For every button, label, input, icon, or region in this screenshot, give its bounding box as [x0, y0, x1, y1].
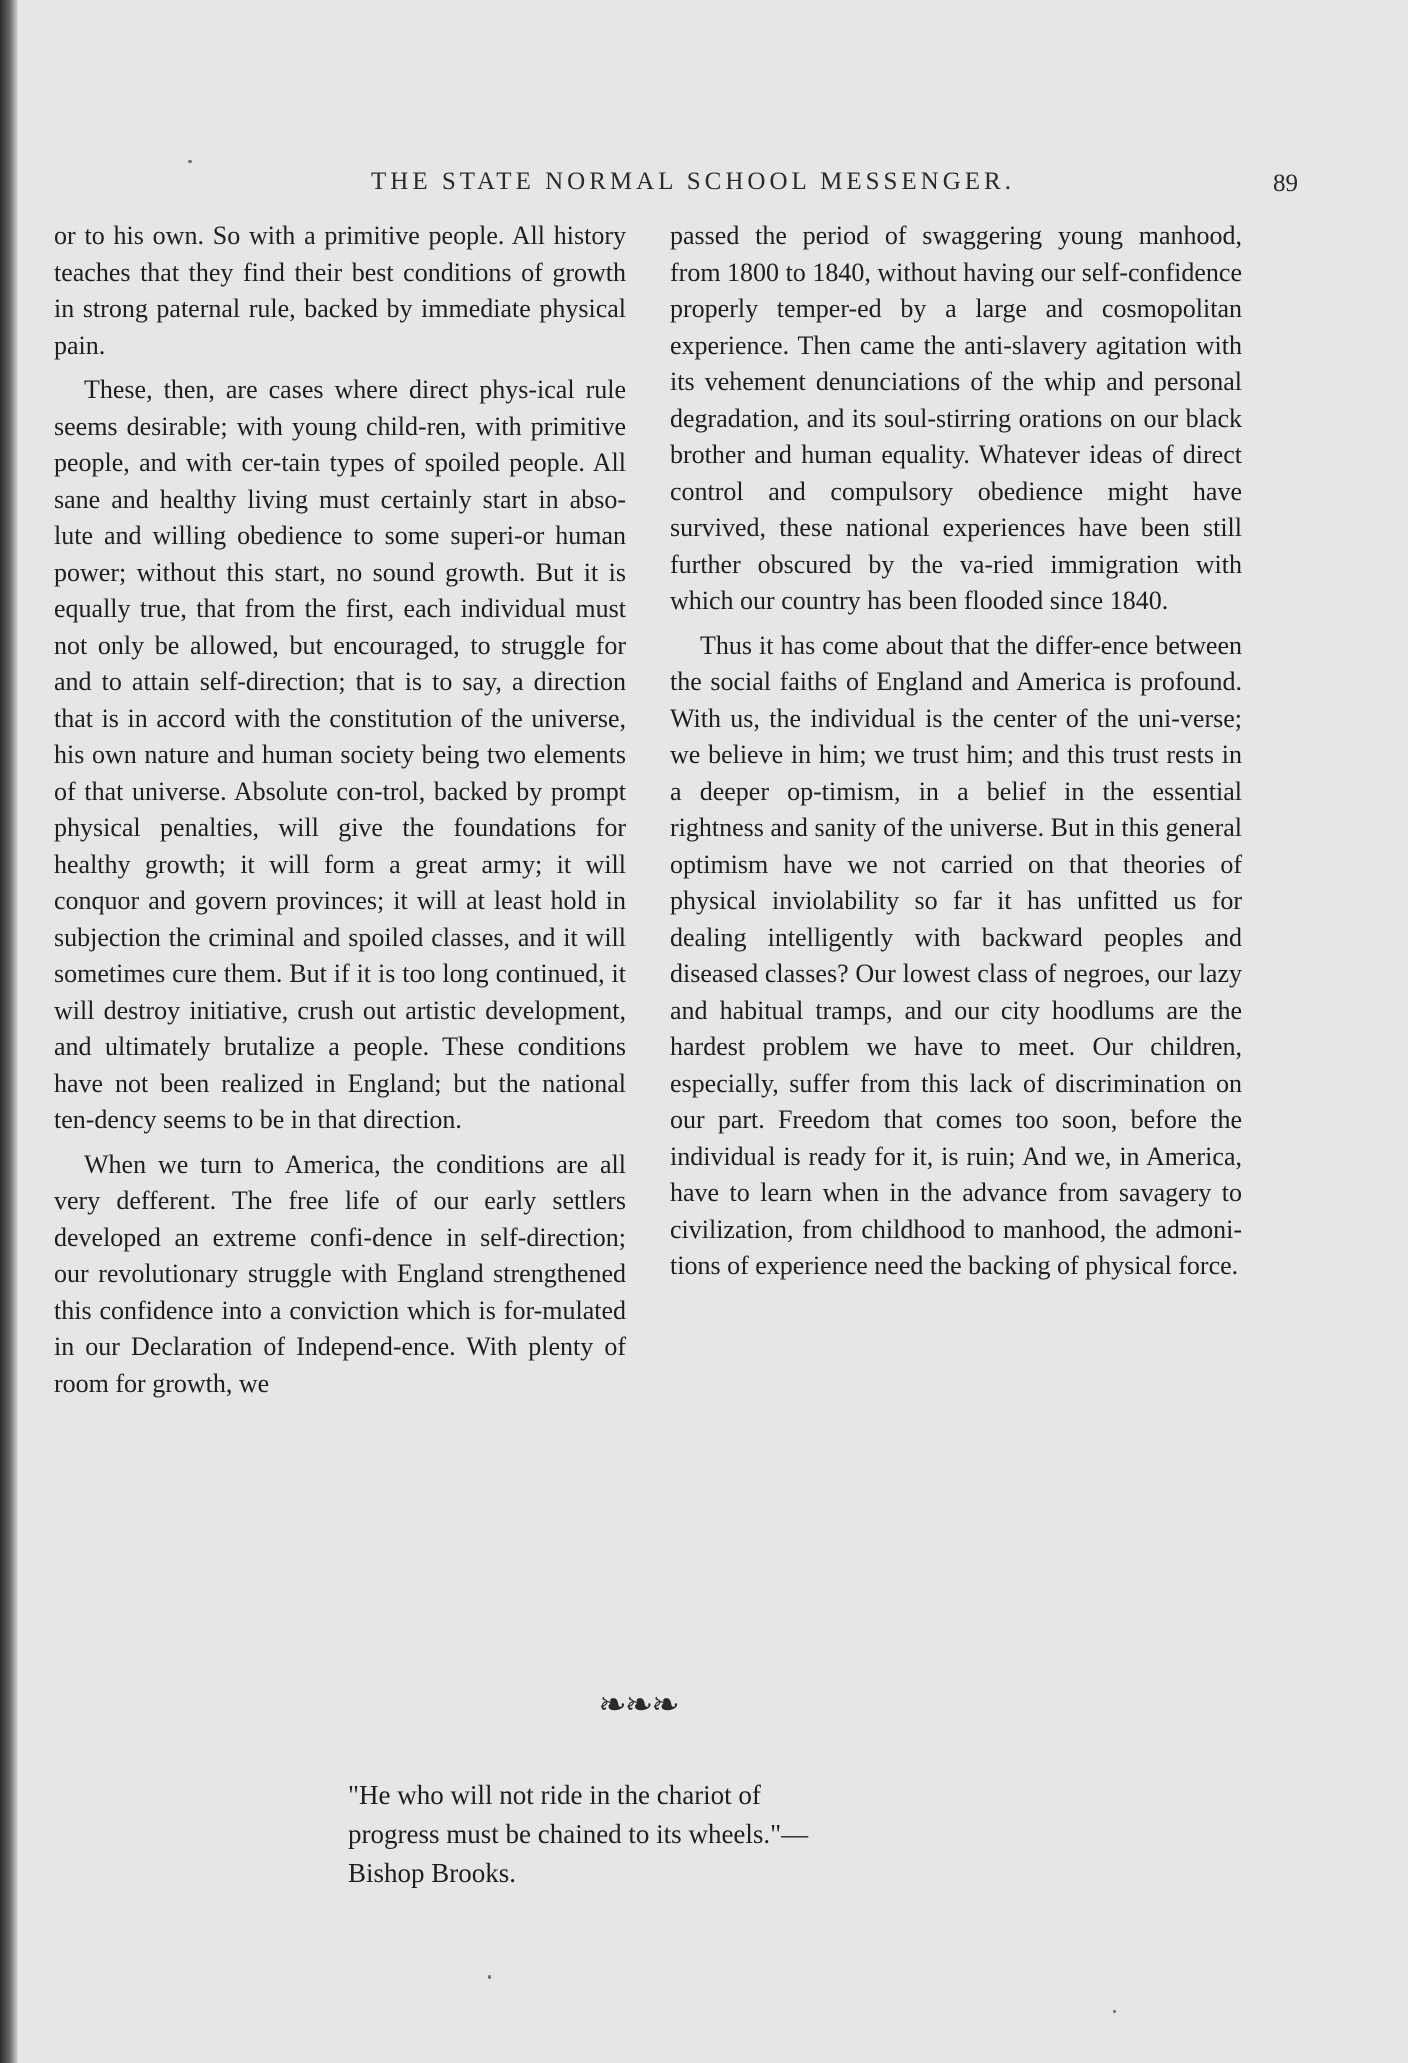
left-paragraph-1: or to his own. So with a primitive people. All history teaches that they find their best conditions of growth in strong paternal rule, backed by immediate physical pain. [54, 221, 626, 360]
quote-line-1: "He who will not ride in the chariot of [348, 1780, 761, 1810]
running-head-title: THE STATE NORMAL SCHOOL MESSENGER. [371, 168, 1015, 195]
page-binding-edge [0, 0, 18, 2063]
left-paragraph-3: When we turn to America, the conditions are all very defferent. The free life of our early settlers developed an extreme confi-dence in self-direction; our revolutionary struggle with England strengthened this confidence into a conviction which is for-mulated in our Declaration of Independ-ence. With plenty of room for growth, we [54, 1149, 626, 1398]
quote-attribution: Bishop Brooks. [348, 1858, 517, 1888]
left-paragraph-2: These, then, are cases where direct phys-ical rule seems desirable; with young child-ren, with primitive people, and with cer-tain types of spoiled people. All sane and healthy living must certainly start in abso-lute and willing obedience to some superi-or human power; without this start, no sound growth. But it is equally true, that from the first, each individual must not only be allowed, but encouraged, to struggle for and to attain self-direction; that is to say, a direction that is in accord with the constitution of the universe, his own nature and human society being two elements of that universe. Absolute con-trol, backed by prompt physical penalties, will give the foundations for healthy growth; it will form a great army; it will conquor and govern provinces; it will at least hold in subjection the criminal and spoiled classes, and it will sometimes cure them. But if it is too long continued, it will destroy initiative, crush out artistic development, and ultimately brutalize a people. These conditions have not been realized in England; but the national ten-dency seems to be in that direction. [54, 375, 626, 1134]
right-text-column [670, 218, 1242, 1293]
scanned-page [18, 0, 1408, 2063]
scan-speck [488, 1975, 491, 1979]
scan-speck [1113, 2010, 1116, 2013]
closing-quotation [348, 1776, 1048, 1893]
scan-speck [188, 160, 192, 163]
left-text-column [54, 218, 626, 1410]
page-number: 89 [1273, 170, 1298, 197]
fleuron-ornament-icon: ❧❧❧ [598, 1687, 678, 1724]
right-paragraph-2: Thus it has come about that the differ-ence between the social faiths of England and America is profound. With us, the individual is the center of the uni-verse; we believe in him; we trust him; and this trust rests in a deeper op-timism, in a belief in the essential rightness and sanity of the universe. But in this general optimism have we not carried on that theories of physical inviolability so far it has unfitted us for dealing intelligently with backward peoples and diseased classes? Our lowest class of negroes, our lazy and habitual tramps, and our city hoodlums are the hardest problem we have to meet. Our children, especially, suffer from this lack of discrimination on our part. Freedom that comes too soon, before the individual is ready for it, is ruin; And we, in America, have to learn when in the advance from savagery to civilization, from childhood to manhood, the admoni-tions of experience need the backing of physical force. [670, 630, 1242, 1280]
right-paragraph-1: passed the period of swaggering young manhood, from 1800 to 1840, without having our self-confidence properly temper-ed by a large and cosmopolitan experience. Then came the anti-slavery agitation with its vehement denunciations of the whip and personal degradation, and its soul-stirring orations on our black brother and human equality. Whatever ideas of direct control and compulsory obedience might have survived, these national experiences have been still further obscured by the va-ried immigration with which our country has been flooded since 1840. [670, 221, 1242, 615]
quote-line-2: progress must be chained to its wheels."— [348, 1819, 809, 1849]
